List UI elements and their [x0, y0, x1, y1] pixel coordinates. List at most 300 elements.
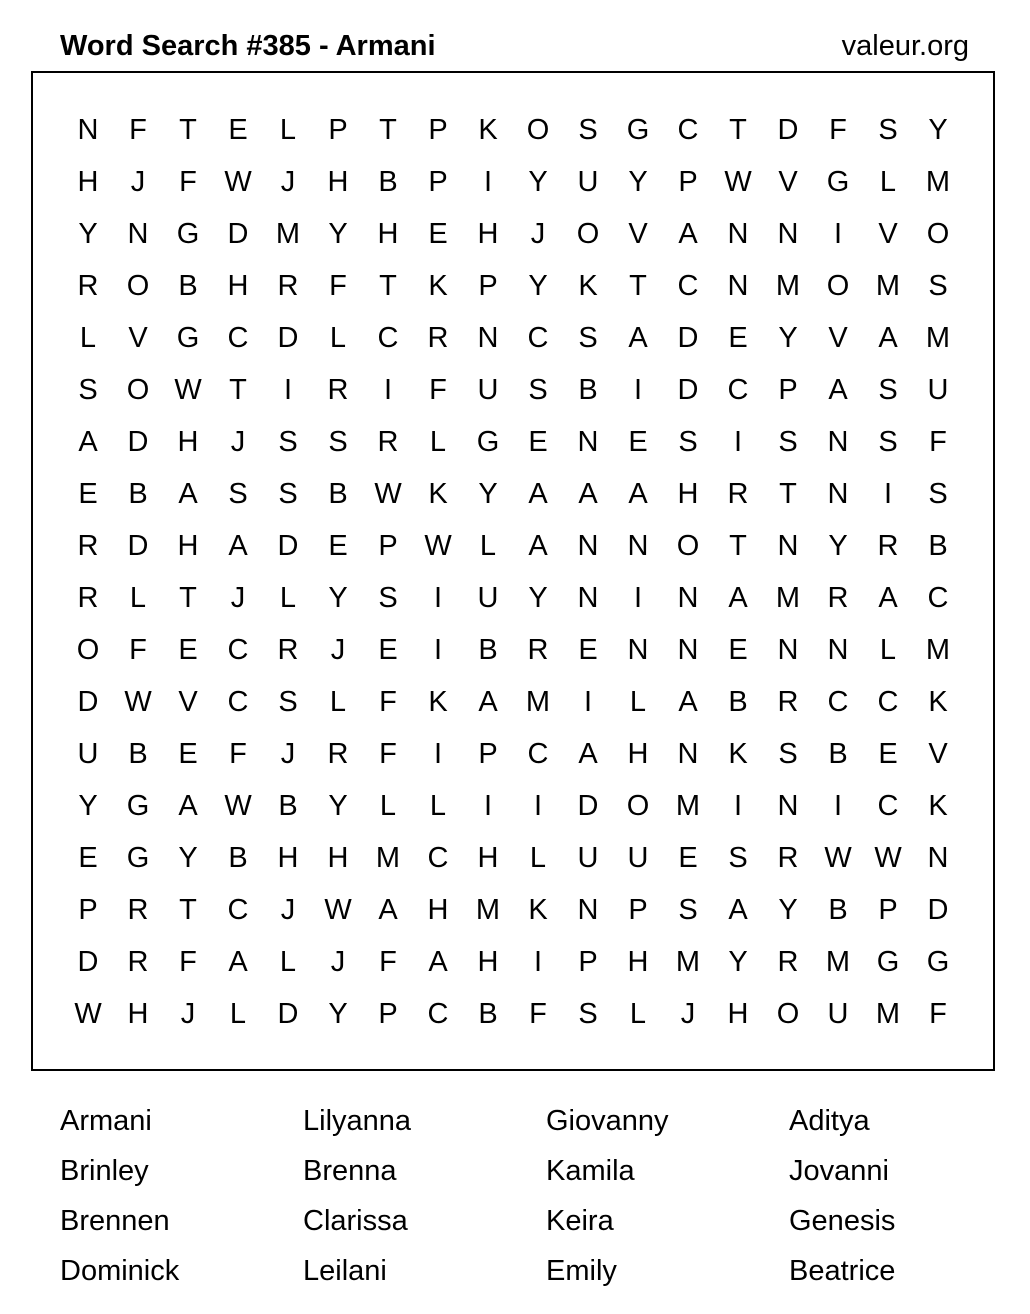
grid-cell[interactable]: O — [526, 114, 550, 146]
grid-cell[interactable]: Y — [328, 790, 348, 822]
grid-cell[interactable]: S — [578, 114, 598, 146]
grid-cell[interactable]: E — [78, 478, 98, 510]
grid-cell[interactable]: K — [428, 478, 448, 510]
grid-cell[interactable]: H — [177, 530, 199, 562]
grid-cell[interactable]: R — [77, 530, 99, 562]
grid-cell[interactable]: W — [824, 842, 852, 874]
grid-cell[interactable]: U — [77, 738, 99, 770]
grid-cell[interactable]: E — [578, 634, 598, 666]
grid-cell[interactable]: I — [583, 686, 593, 718]
grid-cell[interactable]: C — [427, 998, 449, 1030]
grid-cell[interactable]: N — [727, 218, 749, 250]
grid-cell[interactable]: Y — [328, 582, 348, 614]
grid-cell[interactable]: J — [330, 634, 346, 666]
grid-cell[interactable]: N — [727, 270, 749, 302]
grid-cell[interactable]: E — [228, 114, 248, 146]
grid-cell[interactable]: C — [227, 686, 249, 718]
grid-cell[interactable]: O — [776, 998, 800, 1030]
grid-cell[interactable]: N — [827, 478, 849, 510]
grid-cell[interactable]: A — [728, 582, 748, 614]
grid-cell[interactable]: A — [578, 738, 598, 770]
grid-cell[interactable]: C — [527, 738, 549, 770]
grid-cell[interactable]: C — [877, 686, 899, 718]
grid-cell[interactable]: C — [827, 686, 849, 718]
grid-cell[interactable]: T — [179, 582, 197, 614]
grid-cell[interactable]: R — [427, 322, 449, 354]
grid-cell[interactable]: R — [77, 270, 99, 302]
grid-cell[interactable]: R — [327, 374, 349, 406]
grid-cell[interactable]: L — [879, 166, 897, 198]
grid-cell[interactable]: O — [826, 270, 850, 302]
grid-cell[interactable]: S — [678, 894, 698, 926]
grid-cell[interactable]: T — [629, 270, 647, 302]
grid-cell[interactable]: S — [728, 842, 748, 874]
grid-cell[interactable]: O — [926, 218, 950, 250]
grid-cell[interactable]: O — [126, 270, 150, 302]
grid-cell[interactable]: P — [478, 270, 498, 302]
grid-cell[interactable]: C — [727, 374, 749, 406]
grid-cell[interactable]: I — [833, 218, 843, 250]
grid-cell[interactable]: H — [427, 894, 449, 926]
grid-cell[interactable]: H — [477, 842, 499, 874]
grid-cell[interactable]: A — [678, 686, 698, 718]
grid-cell[interactable]: D — [677, 374, 699, 406]
grid-cell[interactable]: D — [277, 998, 299, 1030]
grid-cell[interactable]: N — [777, 634, 799, 666]
grid-cell[interactable]: S — [278, 478, 298, 510]
grid-cell[interactable]: Y — [178, 842, 198, 874]
grid-cell[interactable]: G — [476, 426, 500, 458]
grid-cell[interactable]: M — [925, 322, 951, 354]
grid-cell[interactable]: P — [578, 946, 598, 978]
grid-cell[interactable]: S — [778, 738, 798, 770]
grid-cell[interactable]: T — [379, 114, 397, 146]
grid-cell[interactable]: V — [828, 322, 848, 354]
grid-cell[interactable]: C — [677, 114, 699, 146]
grid-cell[interactable]: L — [429, 790, 447, 822]
grid-cell[interactable]: J — [280, 894, 296, 926]
grid-cell[interactable]: N — [777, 530, 799, 562]
grid-cell[interactable]: W — [424, 530, 452, 562]
grid-cell[interactable]: S — [578, 322, 598, 354]
grid-cell[interactable]: G — [126, 842, 150, 874]
grid-cell[interactable]: O — [126, 374, 150, 406]
grid-cell[interactable]: I — [733, 426, 743, 458]
grid-cell[interactable]: Y — [478, 478, 498, 510]
grid-cell[interactable]: E — [628, 426, 648, 458]
grid-cell[interactable]: H — [477, 218, 499, 250]
grid-cell[interactable]: F — [129, 114, 147, 146]
grid-cell[interactable]: F — [379, 686, 397, 718]
grid-cell[interactable]: F — [179, 166, 197, 198]
grid-cell[interactable]: M — [875, 998, 901, 1030]
grid-cell[interactable]: N — [127, 218, 149, 250]
grid-cell[interactable]: D — [77, 686, 99, 718]
grid-cell[interactable]: M — [925, 166, 951, 198]
grid-cell[interactable]: F — [929, 426, 947, 458]
grid-cell[interactable]: G — [826, 166, 850, 198]
grid-cell[interactable]: Y — [528, 166, 548, 198]
grid-cell[interactable]: B — [578, 374, 598, 406]
grid-cell[interactable]: A — [578, 478, 598, 510]
grid-cell[interactable]: S — [928, 270, 948, 302]
grid-cell[interactable]: J — [230, 582, 246, 614]
grid-cell[interactable]: P — [428, 166, 448, 198]
grid-cell[interactable]: A — [828, 374, 848, 406]
grid-cell[interactable]: Y — [328, 218, 348, 250]
grid-cell[interactable]: Y — [928, 114, 948, 146]
grid-cell[interactable]: R — [77, 582, 99, 614]
grid-cell[interactable]: N — [627, 530, 649, 562]
grid-cell[interactable]: S — [878, 114, 898, 146]
grid-cell[interactable]: S — [578, 998, 598, 1030]
grid-cell[interactable]: G — [876, 946, 900, 978]
grid-cell[interactable]: B — [278, 790, 298, 822]
grid-cell[interactable]: B — [328, 478, 348, 510]
grid-cell[interactable]: Y — [78, 790, 98, 822]
grid-cell[interactable]: K — [428, 686, 448, 718]
grid-cell[interactable]: Y — [78, 218, 98, 250]
grid-cell[interactable]: A — [628, 322, 648, 354]
grid-cell[interactable]: J — [230, 426, 246, 458]
grid-cell[interactable]: L — [279, 946, 297, 978]
grid-cell[interactable]: B — [128, 478, 148, 510]
grid-cell[interactable]: B — [728, 686, 748, 718]
grid-cell[interactable]: F — [329, 270, 347, 302]
grid-cell[interactable]: N — [777, 218, 799, 250]
grid-cell[interactable]: R — [527, 634, 549, 666]
grid-cell[interactable]: T — [179, 114, 197, 146]
grid-cell[interactable]: H — [627, 946, 649, 978]
grid-cell[interactable]: Y — [778, 322, 798, 354]
grid-cell[interactable]: W — [174, 374, 202, 406]
grid-cell[interactable]: D — [777, 114, 799, 146]
grid-cell[interactable]: D — [677, 322, 699, 354]
grid-cell[interactable]: S — [878, 426, 898, 458]
grid-cell[interactable]: U — [477, 582, 499, 614]
grid-cell[interactable]: N — [827, 634, 849, 666]
grid-cell[interactable]: I — [533, 946, 543, 978]
grid-cell[interactable]: N — [677, 634, 699, 666]
grid-cell[interactable]: V — [128, 322, 148, 354]
grid-cell[interactable]: A — [78, 426, 98, 458]
grid-cell[interactable]: I — [483, 790, 493, 822]
grid-cell[interactable]: A — [878, 582, 898, 614]
grid-cell[interactable]: D — [927, 894, 949, 926]
grid-cell[interactable]: M — [775, 582, 801, 614]
grid-cell[interactable]: Y — [628, 166, 648, 198]
grid-cell[interactable]: R — [327, 738, 349, 770]
grid-cell[interactable]: E — [428, 218, 448, 250]
grid-cell[interactable]: D — [127, 530, 149, 562]
grid-cell[interactable]: M — [825, 946, 851, 978]
grid-cell[interactable]: B — [178, 270, 198, 302]
grid-cell[interactable]: E — [678, 842, 698, 874]
grid-cell[interactable]: O — [676, 530, 700, 562]
grid-cell[interactable]: P — [628, 894, 648, 926]
grid-cell[interactable]: C — [877, 790, 899, 822]
grid-cell[interactable]: N — [927, 842, 949, 874]
grid-cell[interactable]: T — [729, 114, 747, 146]
grid-cell[interactable]: R — [777, 946, 799, 978]
grid-cell[interactable]: L — [279, 114, 297, 146]
grid-cell[interactable]: P — [878, 894, 898, 926]
grid-cell[interactable]: N — [577, 894, 599, 926]
grid-cell[interactable]: C — [527, 322, 549, 354]
grid-cell[interactable]: K — [428, 270, 448, 302]
grid-cell[interactable]: F — [829, 114, 847, 146]
grid-cell[interactable]: G — [176, 218, 200, 250]
grid-cell[interactable]: F — [429, 374, 447, 406]
grid-cell[interactable]: I — [633, 374, 643, 406]
grid-cell[interactable]: K — [528, 894, 548, 926]
grid-cell[interactable]: B — [928, 530, 948, 562]
grid-cell[interactable]: K — [928, 790, 948, 822]
grid-cell[interactable]: C — [377, 322, 399, 354]
grid-cell[interactable]: A — [478, 686, 498, 718]
grid-cell[interactable]: I — [633, 582, 643, 614]
grid-cell[interactable]: H — [127, 998, 149, 1030]
grid-cell[interactable]: D — [277, 530, 299, 562]
grid-cell[interactable]: R — [377, 426, 399, 458]
grid-cell[interactable]: J — [280, 166, 296, 198]
grid-cell[interactable]: Y — [778, 894, 798, 926]
grid-cell[interactable]: L — [379, 790, 397, 822]
grid-cell[interactable]: F — [229, 738, 247, 770]
grid-cell[interactable]: K — [928, 686, 948, 718]
grid-cell[interactable]: S — [278, 686, 298, 718]
grid-cell[interactable]: K — [728, 738, 748, 770]
grid-cell[interactable]: F — [929, 998, 947, 1030]
grid-cell[interactable]: S — [228, 478, 248, 510]
grid-cell[interactable]: M — [525, 686, 551, 718]
grid-cell[interactable]: R — [277, 634, 299, 666]
grid-cell[interactable]: B — [828, 738, 848, 770]
grid-cell[interactable]: A — [878, 322, 898, 354]
grid-cell[interactable]: E — [78, 842, 98, 874]
grid-cell[interactable]: I — [833, 790, 843, 822]
grid-cell[interactable]: S — [878, 374, 898, 406]
grid-cell[interactable]: A — [378, 894, 398, 926]
grid-cell[interactable]: O — [76, 634, 100, 666]
grid-cell[interactable]: W — [224, 166, 252, 198]
grid-cell[interactable]: V — [778, 166, 798, 198]
grid-cell[interactable]: K — [578, 270, 598, 302]
grid-cell[interactable]: S — [678, 426, 698, 458]
grid-cell[interactable]: J — [680, 998, 696, 1030]
grid-cell[interactable]: F — [529, 998, 547, 1030]
grid-cell[interactable]: H — [627, 738, 649, 770]
grid-cell[interactable]: S — [528, 374, 548, 406]
grid-cell[interactable]: S — [328, 426, 348, 458]
grid-cell[interactable]: L — [629, 686, 647, 718]
grid-cell[interactable]: J — [330, 946, 346, 978]
grid-cell[interactable]: L — [629, 998, 647, 1030]
grid-cell[interactable]: K — [478, 114, 498, 146]
grid-cell[interactable]: N — [577, 530, 599, 562]
grid-cell[interactable]: M — [475, 894, 501, 926]
grid-cell[interactable]: N — [827, 426, 849, 458]
grid-cell[interactable]: E — [728, 322, 748, 354]
grid-cell[interactable]: U — [577, 842, 599, 874]
grid-cell[interactable]: N — [577, 426, 599, 458]
grid-cell[interactable]: A — [528, 478, 548, 510]
grid-cell[interactable]: H — [327, 166, 349, 198]
grid-cell[interactable]: W — [324, 894, 352, 926]
grid-cell[interactable]: H — [477, 946, 499, 978]
grid-cell[interactable]: N — [627, 634, 649, 666]
grid-cell[interactable]: M — [675, 946, 701, 978]
grid-cell[interactable]: S — [378, 582, 398, 614]
grid-cell[interactable]: S — [278, 426, 298, 458]
grid-cell[interactable]: D — [127, 426, 149, 458]
grid-cell[interactable]: R — [127, 894, 149, 926]
grid-cell[interactable]: N — [477, 322, 499, 354]
grid-cell[interactable]: J — [130, 166, 146, 198]
grid-cell[interactable]: A — [228, 946, 248, 978]
grid-cell[interactable]: R — [777, 842, 799, 874]
grid-cell[interactable]: O — [626, 790, 650, 822]
grid-cell[interactable]: I — [533, 790, 543, 822]
grid-cell[interactable]: C — [227, 322, 249, 354]
grid-cell[interactable]: H — [177, 426, 199, 458]
grid-cell[interactable]: M — [925, 634, 951, 666]
grid-cell[interactable]: E — [178, 738, 198, 770]
grid-cell[interactable]: Y — [528, 582, 548, 614]
grid-cell[interactable]: M — [775, 270, 801, 302]
grid-cell[interactable]: L — [329, 686, 347, 718]
grid-cell[interactable]: A — [728, 894, 748, 926]
grid-cell[interactable]: B — [128, 738, 148, 770]
grid-cell[interactable]: G — [626, 114, 650, 146]
grid-cell[interactable]: N — [77, 114, 99, 146]
grid-cell[interactable]: P — [678, 166, 698, 198]
grid-cell[interactable]: H — [227, 270, 249, 302]
grid-cell[interactable]: U — [627, 842, 649, 874]
grid-cell[interactable]: D — [77, 946, 99, 978]
grid-cell[interactable]: A — [628, 478, 648, 510]
grid-cell[interactable]: E — [528, 426, 548, 458]
grid-cell[interactable]: H — [677, 478, 699, 510]
grid-cell[interactable]: C — [677, 270, 699, 302]
grid-cell[interactable]: A — [228, 530, 248, 562]
grid-cell[interactable]: E — [878, 738, 898, 770]
grid-cell[interactable]: R — [877, 530, 899, 562]
grid-cell[interactable]: A — [178, 478, 198, 510]
grid-cell[interactable]: L — [879, 634, 897, 666]
grid-cell[interactable]: W — [874, 842, 902, 874]
grid-cell[interactable]: T — [179, 894, 197, 926]
grid-cell[interactable]: B — [378, 166, 398, 198]
grid-cell[interactable]: L — [279, 582, 297, 614]
grid-cell[interactable]: W — [224, 790, 252, 822]
grid-cell[interactable]: I — [733, 790, 743, 822]
grid-cell[interactable]: I — [483, 166, 493, 198]
grid-cell[interactable]: I — [433, 634, 443, 666]
grid-cell[interactable]: B — [478, 634, 498, 666]
grid-cell[interactable]: L — [229, 998, 247, 1030]
grid-cell[interactable]: P — [78, 894, 98, 926]
grid-cell[interactable]: I — [283, 374, 293, 406]
grid-cell[interactable]: V — [628, 218, 648, 250]
grid-cell[interactable]: P — [428, 114, 448, 146]
grid-cell[interactable]: U — [927, 374, 949, 406]
grid-cell[interactable]: A — [528, 530, 548, 562]
grid-cell[interactable]: I — [383, 374, 393, 406]
grid-cell[interactable]: M — [675, 790, 701, 822]
grid-cell[interactable]: M — [875, 270, 901, 302]
grid-cell[interactable]: B — [228, 842, 248, 874]
grid-cell[interactable]: L — [329, 322, 347, 354]
grid-cell[interactable]: R — [277, 270, 299, 302]
grid-cell[interactable]: A — [178, 790, 198, 822]
grid-cell[interactable]: G — [926, 946, 950, 978]
grid-cell[interactable]: J — [280, 738, 296, 770]
grid-cell[interactable]: D — [227, 218, 249, 250]
grid-cell[interactable]: D — [577, 790, 599, 822]
grid-cell[interactable]: L — [429, 426, 447, 458]
grid-cell[interactable]: L — [479, 530, 497, 562]
grid-cell[interactable]: W — [74, 998, 102, 1030]
grid-cell[interactable]: T — [379, 270, 397, 302]
grid-cell[interactable]: G — [176, 322, 200, 354]
grid-cell[interactable]: G — [126, 790, 150, 822]
grid-cell[interactable]: C — [227, 634, 249, 666]
grid-cell[interactable]: A — [678, 218, 698, 250]
grid-cell[interactable]: S — [928, 478, 948, 510]
grid-cell[interactable]: U — [827, 998, 849, 1030]
grid-cell[interactable]: U — [577, 166, 599, 198]
grid-cell[interactable]: E — [328, 530, 348, 562]
grid-cell[interactable]: P — [478, 738, 498, 770]
grid-cell[interactable]: J — [530, 218, 546, 250]
grid-cell[interactable]: U — [477, 374, 499, 406]
grid-cell[interactable]: I — [433, 582, 443, 614]
grid-cell[interactable]: B — [828, 894, 848, 926]
grid-cell[interactable]: H — [77, 166, 99, 198]
grid-cell[interactable]: F — [379, 946, 397, 978]
grid-cell[interactable]: C — [427, 842, 449, 874]
grid-cell[interactable]: W — [374, 478, 402, 510]
grid-cell[interactable]: W — [724, 166, 752, 198]
grid-cell[interactable]: V — [178, 686, 198, 718]
grid-cell[interactable]: E — [178, 634, 198, 666]
grid-cell[interactable]: Y — [528, 270, 548, 302]
grid-cell[interactable]: M — [275, 218, 301, 250]
grid-cell[interactable]: H — [727, 998, 749, 1030]
grid-cell[interactable]: P — [378, 998, 398, 1030]
grid-cell[interactable]: A — [428, 946, 448, 978]
grid-cell[interactable]: R — [727, 478, 749, 510]
grid-cell[interactable]: M — [375, 842, 401, 874]
grid-cell[interactable]: Y — [828, 530, 848, 562]
grid-cell[interactable]: F — [129, 634, 147, 666]
grid-cell[interactable]: H — [327, 842, 349, 874]
grid-cell[interactable]: R — [127, 946, 149, 978]
grid-cell[interactable]: Y — [728, 946, 748, 978]
grid-cell[interactable]: F — [179, 946, 197, 978]
grid-cell[interactable]: P — [378, 530, 398, 562]
grid-cell[interactable]: Y — [328, 998, 348, 1030]
grid-cell[interactable]: N — [677, 738, 699, 770]
grid-cell[interactable]: T — [229, 374, 247, 406]
grid-cell[interactable]: I — [433, 738, 443, 770]
grid-cell[interactable]: V — [928, 738, 948, 770]
grid-cell[interactable]: L — [79, 322, 97, 354]
grid-cell[interactable]: N — [777, 790, 799, 822]
grid-cell[interactable]: L — [129, 582, 147, 614]
grid-cell[interactable]: T — [729, 530, 747, 562]
